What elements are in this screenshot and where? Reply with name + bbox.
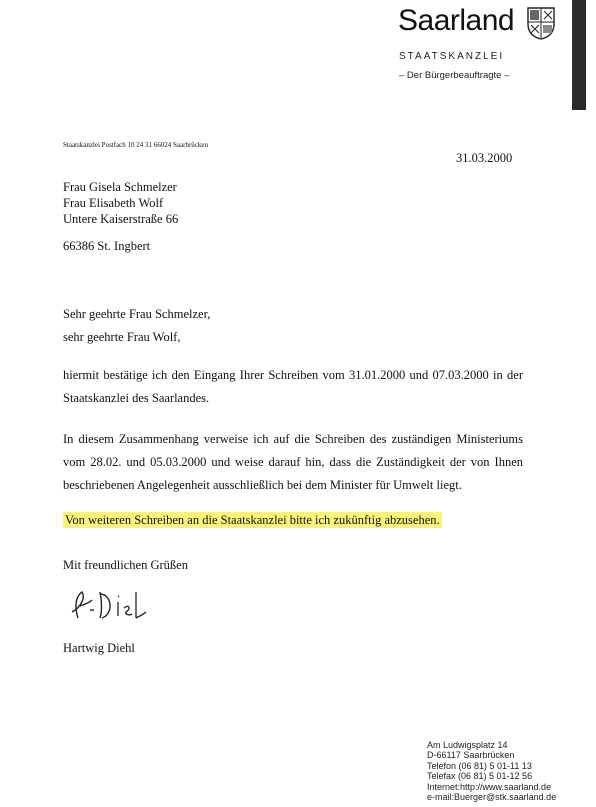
highlighted-text: Von weiteren Schreiben an die Staatskanzlei bitte ich zukünftig abzusehen. [65,513,440,527]
letterhead-office: – Der Bürgerbeauftragte – [399,70,510,81]
footer-phone: Telefon (06 81) 5 01-11 13 [427,760,532,771]
salutation-line-1: Sehr geehrte Frau Schmelzer, [63,307,211,321]
scan-edge-bar [572,0,586,110]
recipient-city: 66386 St. Ingbert [63,239,151,253]
highlighted-sentence [63,513,442,528]
body-paragraph-1: hiermit bestätige ich den Eingang Ihrer Schreiben vom 31.01.2000 und 07.03.2000 in der Staatskanzlei des Saarlandes. [63,368,523,405]
sender-line: Staatskanzlei Postfach 10 24 31 66024 Saarbrücken [63,141,209,149]
footer-email: e-mail:Buerger@stk.saarland.de [427,792,557,803]
letterhead-brand: Saarland [398,4,515,37]
handwritten-signature [66,588,150,622]
signer-name: Hartwig Diehl [63,641,135,655]
salutation-line-2: sehr geehrte Frau Wolf, [63,330,181,344]
recipient-line-1: Frau Gisela Schmelzer [63,180,177,194]
footer-fax: Telefax (06 81) 5 01-12 56 [427,771,533,782]
footer-internet: Internet:http://www.saarland.de [427,781,552,792]
recipient-street: Untere Kaiserstraße 66 [63,212,179,226]
letter-date: 31.03.2000 [456,151,513,165]
coat-of-arms-icon [526,6,556,40]
footer-contact [427,740,556,802]
footer-street: Am Ludwigsplatz 14 [427,740,508,750]
letterhead-department: STAATSKANZLEI [399,51,505,62]
recipient-line-2: Frau Elisabeth Wolf [63,196,164,210]
closing-line: Mit freundlichen Grüßen [63,558,188,572]
footer-city: D-66117 Saarbrücken [427,750,515,761]
body-paragraph-2: In diesem Zusammenhang verweise ich auf die Schreiben des zuständigen Ministeriums vom 28.02. und 05.03.2000 und weise darauf hin, dass die Zuständigkeit der von Ihnen beschriebenen Angelegenheit ausschließlich bei dem Minister für Umwelt liegt. [63,432,523,492]
